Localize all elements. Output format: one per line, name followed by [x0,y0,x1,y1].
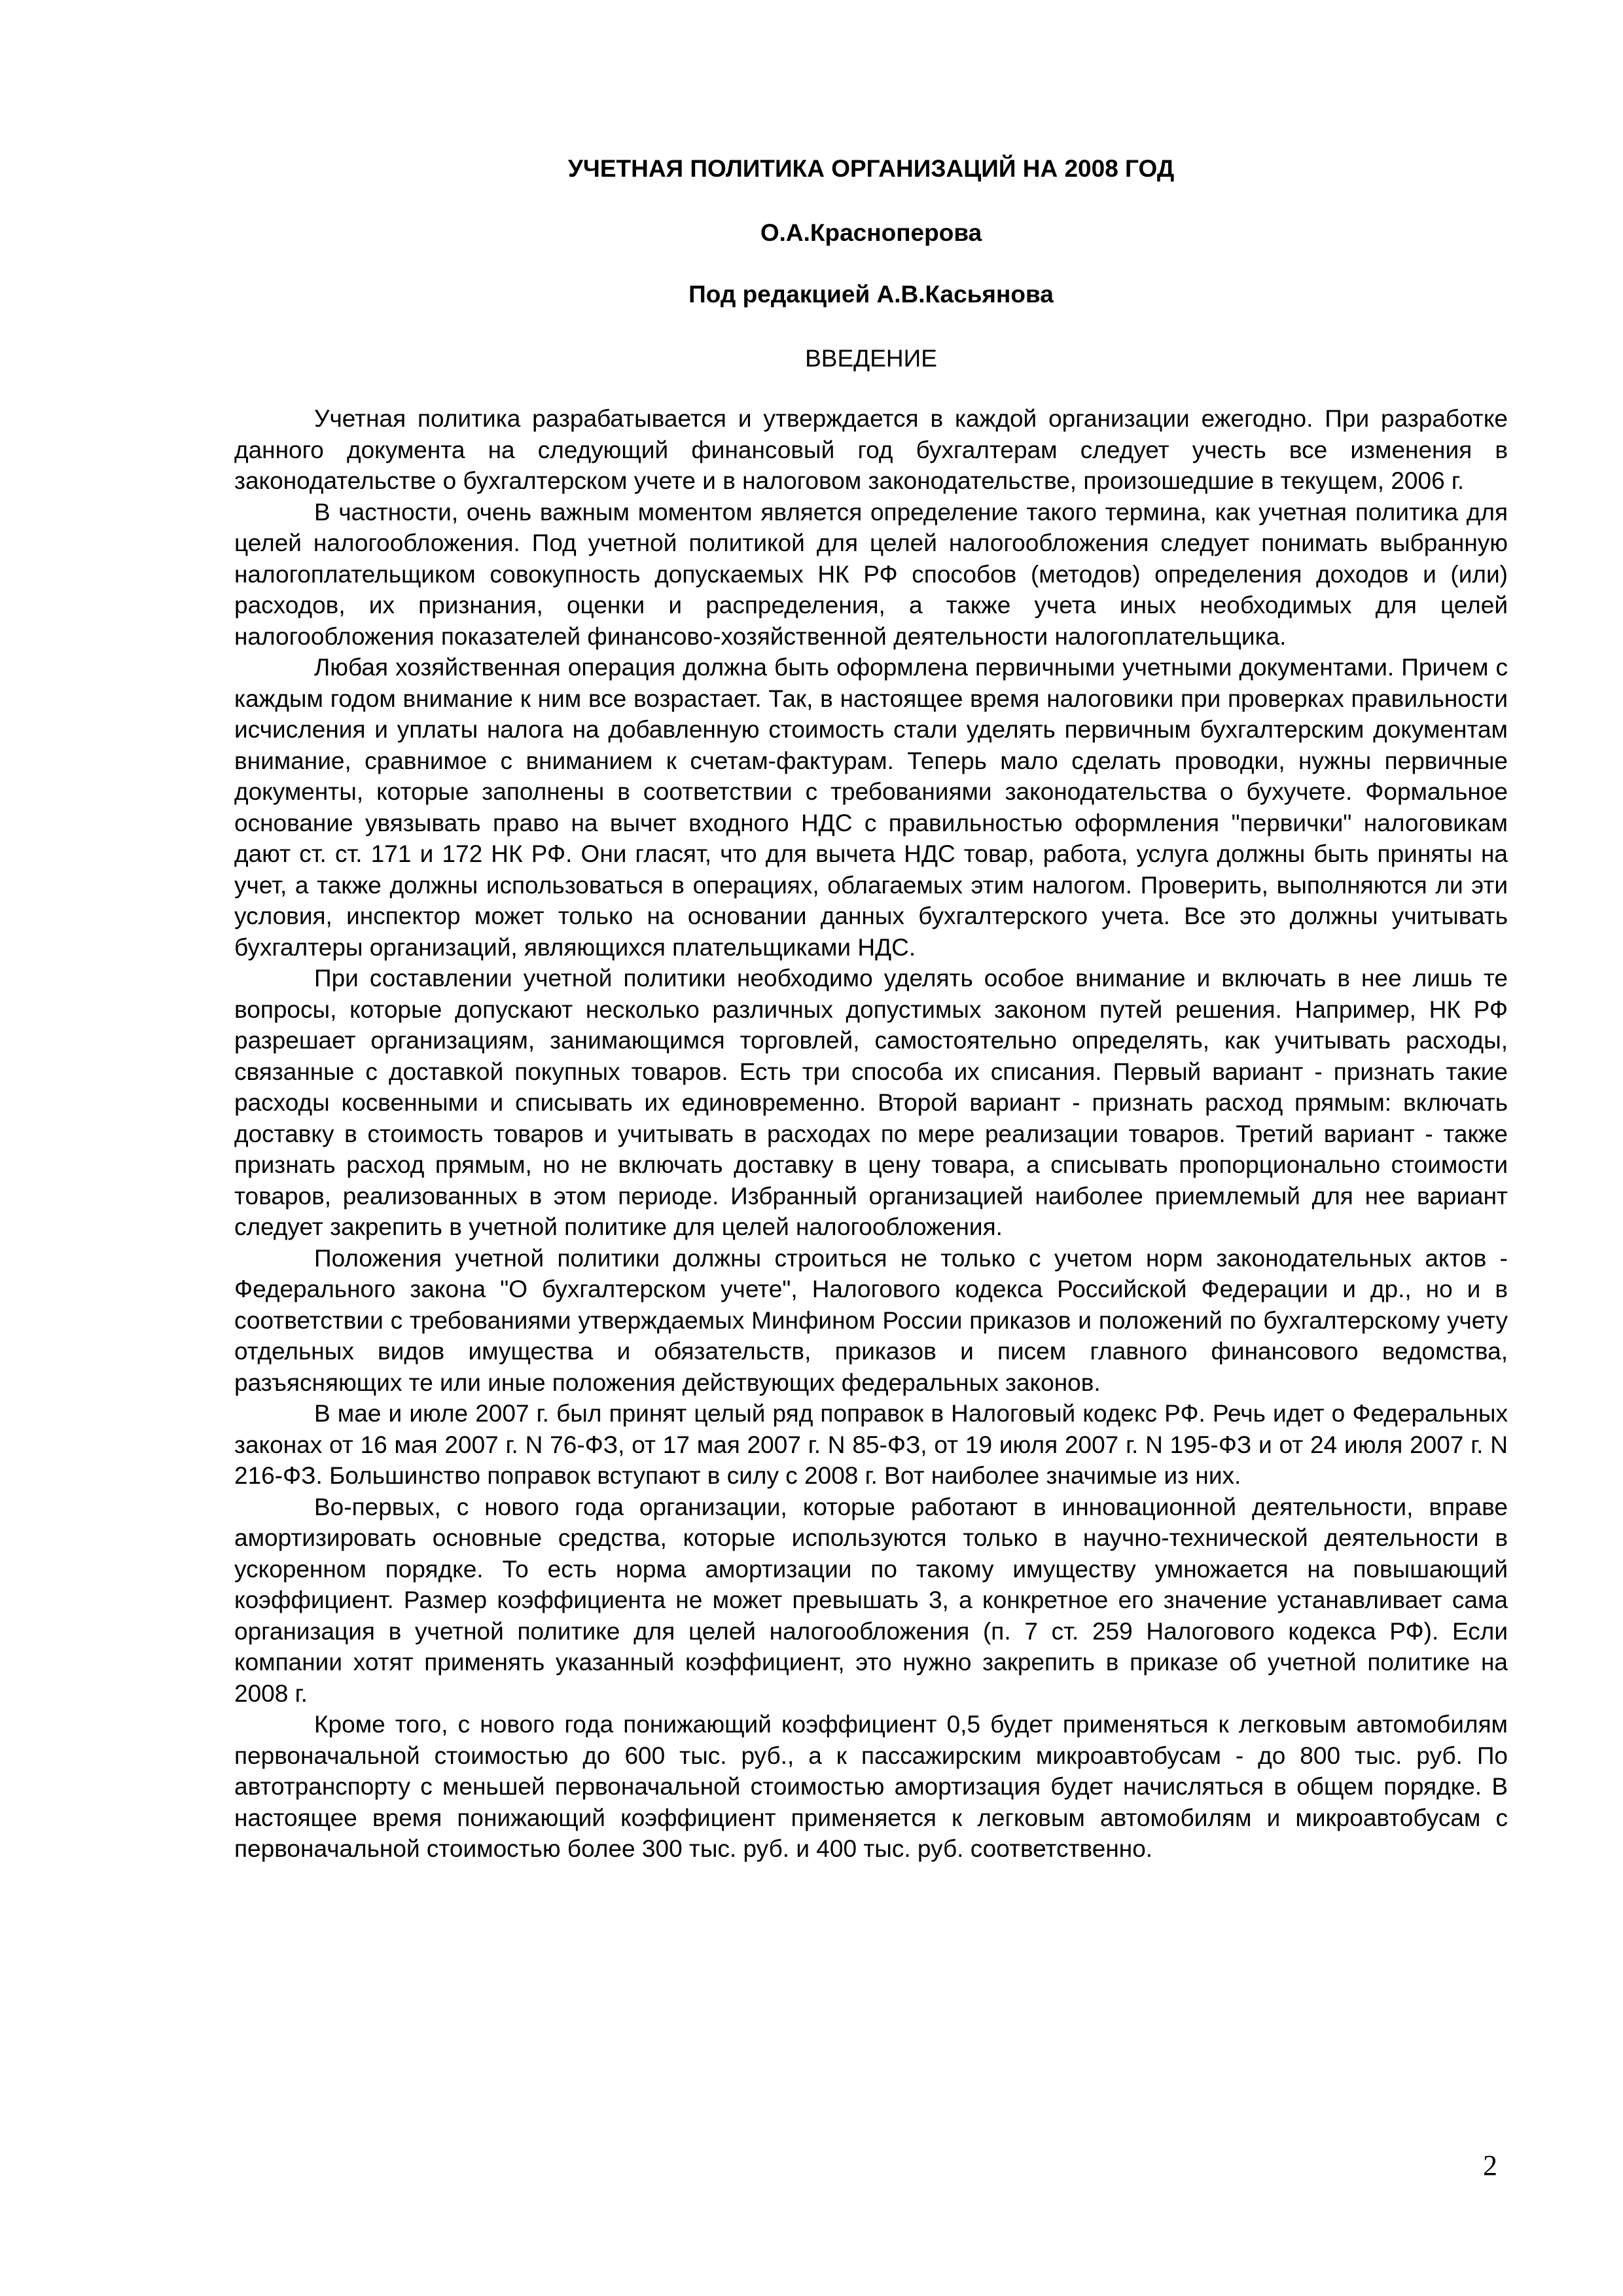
paragraph: Положения учетной политики должны строиться не только с учетом норм законодательных актов - Федерального закона "О бухгалтерском учете", Налогового кодекса Российской Федерации и др., но и в соответствии с требованиями утверждаемых Минфином России приказов и положений по бухгалтерскому учету отдельных видов имущества и обязательств, приказов и писем главного финансового ведомства, разъясняющих те или иные положения действующих федеральных законов. [234,1244,1508,1396]
paragraph: В мае и июле 2007 г. был принят целый ряд поправок в Налоговый кодекс РФ. Речь идет о Федеральных законах от 16 мая 2007 г. N 76-ФЗ, от 17 мая 2007 г. N 85-ФЗ, от 19 июля 2007 г. N 195-ФЗ и от 24 июля 2007 г. N 216-ФЗ. Большинство поправок вступают в силу с 2008 г. Вот наиболее значимые из них. [234,1400,1508,1489]
body-text [234,403,1508,1865]
paragraph: Любая хозяйственная операция должна быть оформлена первичными учетными документами. Причем с каждым годом внимание к ним все возрастает. Так, в настоящее время налоговики при проверках правильности исчисления и уплаты налога на добавленную стоимость стали уделять первичным бухгалтерским документам внимание, сравнимое с вниманием к счетам-фактурам. Теперь мало сделать проводки, нужны первичные документы, которые заполнены в соответствии с требованиями законодательства о бухучете. Формальное основание увязывать право на вычет входного НДС с правильностью оформления "первички" налоговикам дают ст. ст. 171 и 172 НК РФ. Они гласят, что для вычета НДС товар, работа, услуга должны быть приняты на учет, а также должны использоваться в операциях, облагаемых этим налогом. Проверить, выполняются ли эти условия, инспектор может только на основании данных бухгалтерского учета. Все это должны учитывать бухгалтеры организаций, являющихся плательщиками НДС. [234,654,1508,961]
document-page [234,0,1508,2296]
paragraph: Учетная политика разрабатывается и утверждается в каждой организации ежегодно. При разработке данного документа на следующий финансовый год бухгалтерам следует учесть все изменения в законодательстве о бухгалтерском учете и в налоговом законодательстве, произошедшие в текущем, 2006 г. [234,405,1508,494]
paragraph: Во-первых, с нового года организации, которые работают в инновационной деятельности, вправе амортизировать основные средства, которые используются только в научно-технической деятельности в ускоренном порядке. То есть норма амортизации по такому имуществу умножается на повышающий коэффициент. Размер коэффициента не может превышать 3, а конкретное его значение устанавливает сама организация в учетной политике для целей налогообложения (п. 7 ст. 259 Налогового кодекса РФ). Если компании хотят применять указанный коэффициент, это нужно закрепить в приказе об учетной политике на 2008 г. [234,1493,1508,1707]
editor-line: Под редакцией А.В.Касьянова [688,281,1054,308]
section-heading: ВВЕДЕНИЕ [805,345,937,372]
author-name: О.А.Красноперова [760,219,982,246]
page-number: 2 [1483,2149,1497,2181]
document-title: УЧЕТНАЯ ПОЛИТИКА ОРГАНИЗАЦИЙ НА 2008 ГОД [567,155,1175,182]
paragraph: При составлении учетной политики необходимо уделять особое внимание и включать в нее лишь те вопросы, которые допускают несколько различных допустимых законом путей решения. Например, НК РФ разрешает организациям, занимающимся торговлей, самостоятельно определять, как учитывать расходы, связанные с доставкой покупных товаров. Есть три способа их списания. Первый вариант - признать такие расходы косвенными и списывать их единовременно. Второй вариант - признать расход прямым: включать доставку в стоимость товаров и учитывать в расходах по мере реализации товаров. Третий вариант - также признать расход прямым, но не включать доставку в цену товара, а списывать пропорционально стоимости товаров, реализованных в этом периоде. Избранный организацией наиболее приемлемый для нее вариант следует закрепить в учетной политике для целей налогообложения. [234,965,1508,1240]
paragraph: Кроме того, с нового года понижающий коэффициент 0,5 будет применяться к легковым автомобилям первоначальной стоимостью до 600 тыс. руб., а к пассажирским микроавтобусам - до 800 тыс. руб. По автотранспорту с меньшей первоначальной стоимостью амортизация будет начисляться в общем порядке. В настоящее время понижающий коэффициент применяется к легковым автомобилям и микроавтобусам с первоначальной стоимостью более 300 тыс. руб. и 400 тыс. руб. соответственно. [234,1711,1508,1862]
paragraph: В частности, очень важным моментом является определение такого термина, как учетная политика для целей налогообложения. Под учетной политикой для целей налогообложения следует понимать выбранную налогоплательщиком совокупность допускаемых НК РФ способов (методов) определения доходов и (или) расходов, их признания, оценки и распределения, а также учета иных необходимых для целей налогообложения показателей финансово-хозяйственной деятельности налогоплательщика. [234,498,1508,650]
